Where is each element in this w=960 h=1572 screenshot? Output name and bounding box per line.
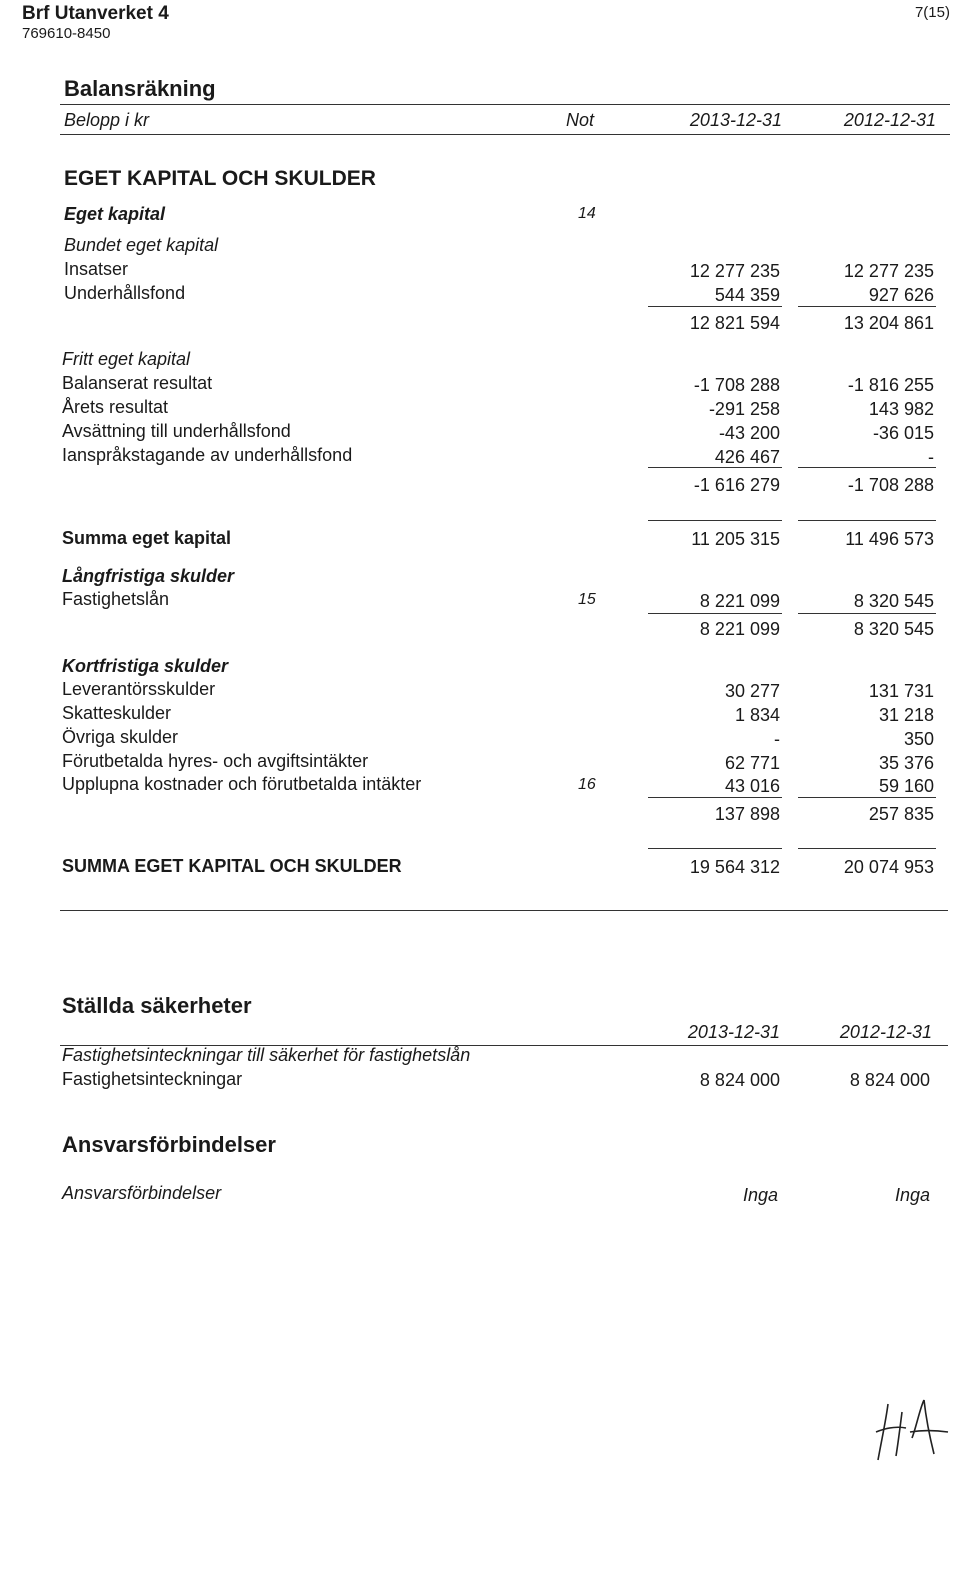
value-2013: 544 359 [714,285,780,305]
kortfristiga-heading: Kortfristiga skulder [62,656,229,676]
value-2012: 35 376 [878,753,934,773]
sum-line [648,467,782,468]
divider [60,134,950,135]
sec-col-2012: 2012-12-31 [839,1022,932,1042]
row-label: Ianspråkstagande av underhållsfond [62,445,353,465]
subtotal-2012: -1 708 288 [847,475,934,495]
row-label: Förutbetalda hyres- och avgiftsintäkter [62,751,369,771]
value-2012: 927 626 [868,285,934,305]
value-2012: 31 218 [878,705,934,725]
section-heading: EGET KAPITAL OCH SKULDER [64,167,376,190]
row-label: Skatteskulder [62,703,172,723]
page-number: 7(15) [914,4,950,21]
value-2012: 59 160 [878,776,934,796]
note-ref: 14 [578,205,596,222]
row-label: Leverantörsskulder [62,679,216,699]
eget-kapital-heading: Eget kapital [64,204,166,224]
summa-eget-2013: 11 205 315 [691,529,780,549]
subtotal-2013: 12 821 594 [689,313,780,333]
sum-line [648,520,782,521]
col-2013: 2013-12-31 [689,110,782,130]
summa-eget-label: Summa eget kapital [62,528,232,548]
value-2012: Inga [894,1185,930,1205]
row-label: Insatser [64,259,129,279]
divider [60,104,950,105]
value-2013: 30 277 [724,681,780,701]
bundet-heading: Bundet eget kapital [64,235,219,255]
sum-line [798,848,936,849]
value-2013: 426 467 [714,447,780,467]
subtotal-2012: 257 835 [868,804,934,824]
row-label: Fastighetslån [62,589,170,609]
sum-line [648,848,782,849]
row-label: Övriga skulder [62,727,179,747]
row-label: Ansvarsförbindelser [62,1183,222,1203]
value-2012: 143 982 [868,399,934,419]
note-ref: 16 [578,776,596,793]
row-label: Årets resultat [62,397,169,417]
value-2013: 43 016 [724,776,780,796]
langfristiga-heading: Långfristiga skulder [62,566,235,586]
row-label: Avsättning till underhållsfond [62,421,291,441]
subtotal-2013: 8 221 099 [699,619,780,639]
securities-subtitle: Fastighetsinteckningar till säkerhet för fastighetslån [62,1045,471,1065]
balance-title: Balansräkning [64,76,216,101]
sum-line [798,613,936,614]
value-2013: 62 771 [724,753,780,773]
total-2012: 20 074 953 [843,857,934,877]
value-2013: -1 708 288 [693,375,780,395]
value-2012: -1 816 255 [847,375,934,395]
total-2013: 19 564 312 [689,857,780,877]
fritt-heading: Fritt eget kapital [62,349,191,369]
value-2012: 131 731 [868,681,934,701]
subtotal-2013: -1 616 279 [693,475,780,495]
sec-col-2013: 2013-12-31 [687,1022,780,1042]
sum-line [798,306,936,307]
value-2012: 8 320 545 [853,591,934,611]
sum-line [648,797,782,798]
value-2012: 12 277 235 [843,261,934,281]
sum-line [648,306,782,307]
value-2013: 1 834 [734,705,780,725]
value-2012: -36 015 [872,423,934,443]
value-2012: - [928,447,934,467]
value-2013: 8 824 000 [699,1070,780,1090]
value-2013: Inga [742,1185,778,1205]
sum-line [648,613,782,614]
value-2013: 8 221 099 [699,591,780,611]
value-2012: 350 [903,729,934,749]
value-2013: -291 258 [708,399,780,419]
row-label: Fastighetsinteckningar [62,1069,243,1089]
value-2013: - [774,729,780,749]
value-2013: 12 277 235 [689,261,780,281]
company-name: Brf Utanverket 4 [22,3,169,24]
col-label: Belopp i kr [64,110,150,130]
total-label: SUMMA EGET KAPITAL OCH SKULDER [62,856,402,876]
value-2012: 8 824 000 [849,1070,930,1090]
subtotal-2013: 137 898 [714,804,780,824]
subtotal-2012: 13 204 861 [843,313,934,333]
subtotal-2012: 8 320 545 [853,619,934,639]
row-label: Upplupna kostnader och förutbetalda intäkter [62,774,422,794]
securities-title: Ställda säkerheter [62,993,252,1018]
row-label: Balanserat resultat [62,373,213,393]
sum-line [798,467,936,468]
row-label: Underhållsfond [64,283,186,303]
col-2012: 2012-12-31 [843,110,936,130]
value-2013: -43 200 [718,423,780,443]
col-note: Not [566,110,595,130]
signature-initials [872,1398,952,1464]
divider [60,910,948,911]
sum-line [798,520,936,521]
summa-eget-2012: 11 496 573 [845,529,934,549]
note-ref: 15 [578,591,596,608]
org-number: 769610-8450 [22,25,111,42]
contingent-title: Ansvarsförbindelser [62,1132,276,1157]
sum-line [798,797,936,798]
